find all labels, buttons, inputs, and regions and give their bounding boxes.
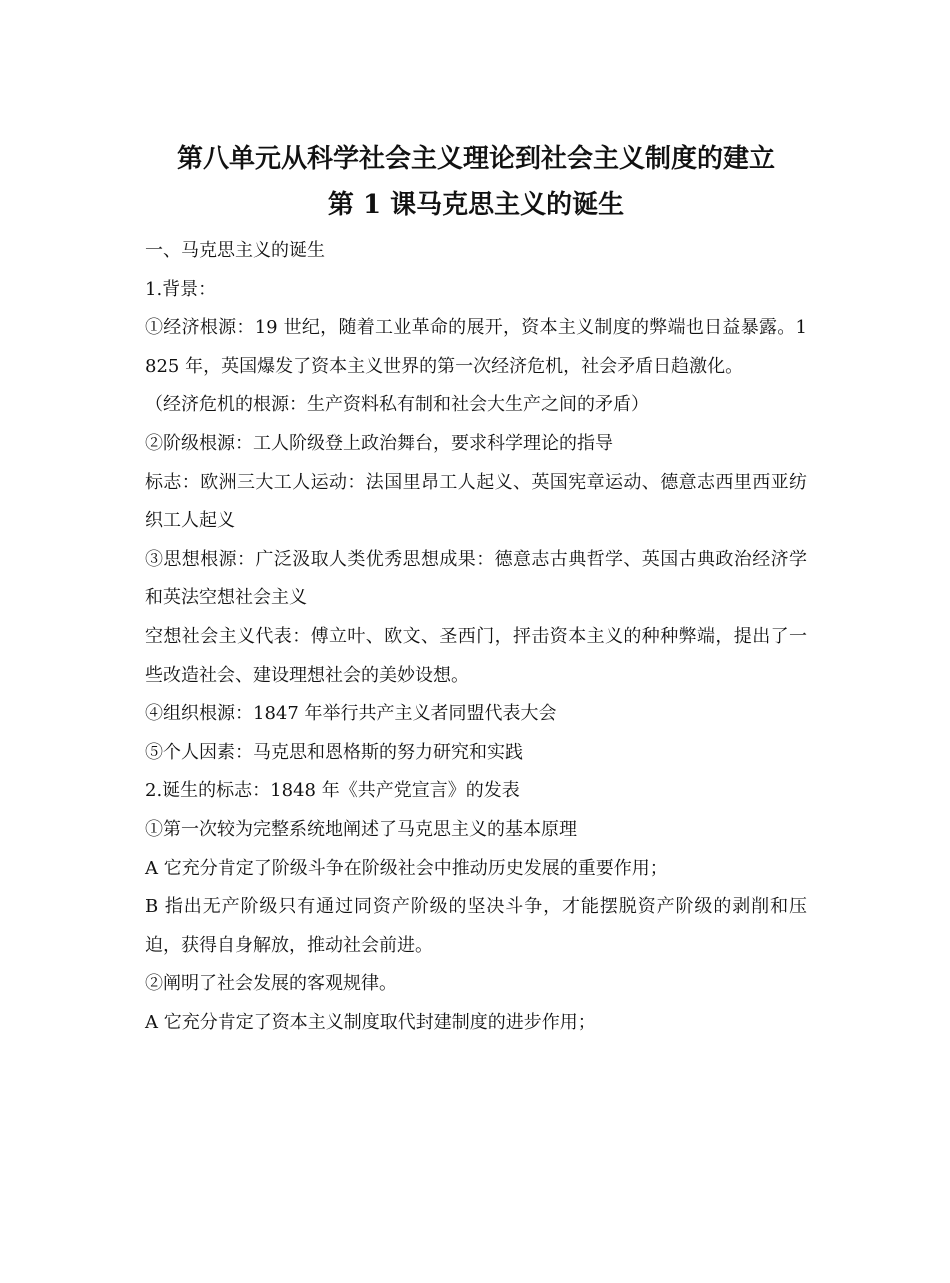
paragraph-point-2a: A 它充分肯定了资本主义制度取代封建制度的进步作用； <box>145 1011 596 1033</box>
paragraph-point-2: ②阐明了社会发展的客观规律。 <box>145 973 397 995</box>
paragraph-point-1: ①第一次较为完整系统地阐述了马克思主义的基本原理 <box>145 818 577 840</box>
paragraph-point-1b: B 指出无产阶级只有通过同资产阶级的坚决斗争，才能摆脱资产阶级的剥削和压迫，获得自身解放，推动社会前进。 <box>145 896 807 956</box>
paragraph-economic-root: ①经济根源：19 世纪，随着工业革命的展开，资本主义制度的弊端也日益暴露。1825 年，英国爆发了资本主义世界的第一次经济危机，社会矛盾日趋激化。 <box>145 317 807 377</box>
lesson-title: 第 1 课马克思主义的诞生 <box>327 190 625 220</box>
paragraph-organizational-root: ④组织根源：1847 年举行共产主义者同盟代表大会 <box>145 703 557 725</box>
paragraph-point-1a: A 它充分肯定了阶级斗争在阶级社会中推动历史发展的重要作用； <box>145 857 668 879</box>
paragraph-personal-factor: ⑤个人因素：马克思和恩格斯的努力研究和实践 <box>145 741 523 763</box>
document-title: 第八单元从科学社会主义理论到社会主义制度的建立 <box>176 144 775 174</box>
document-page <box>145 138 807 1042</box>
paragraph-crisis-note: （经济危机的根源：生产资料私有制和社会大生产之间的矛盾） <box>145 394 649 416</box>
section-heading: 一、马克思主义的诞生 <box>145 240 325 261</box>
document-body <box>145 232 807 1042</box>
sub-heading-birth-mark: 2.诞生的标志：1848 年《共产党宣言》的发表 <box>145 780 520 802</box>
paragraph-class-root: ②阶级根源：工人阶级登上政治舞台，要求科学理论的指导 <box>145 432 613 454</box>
sub-heading-background: 1.背景： <box>145 278 217 300</box>
paragraph-utopian-socialists: 空想社会主义代表：傅立叶、欧文、圣西门，抨击资本主义的种种弊端，提出了一些改造社会、建设理想社会的美妙设想。 <box>145 625 807 686</box>
paragraph-labor-movements: 标志：欧洲三大工人运动：法国里昂工人起义、英国宪章运动、德意志西里西亚纺织工人起义 <box>145 471 807 532</box>
paragraph-ideological-root: ③思想根源：广泛汲取人类优秀思想成果：德意志古典哲学、英国古典政治经济学和英法空想社会主义 <box>145 548 807 609</box>
